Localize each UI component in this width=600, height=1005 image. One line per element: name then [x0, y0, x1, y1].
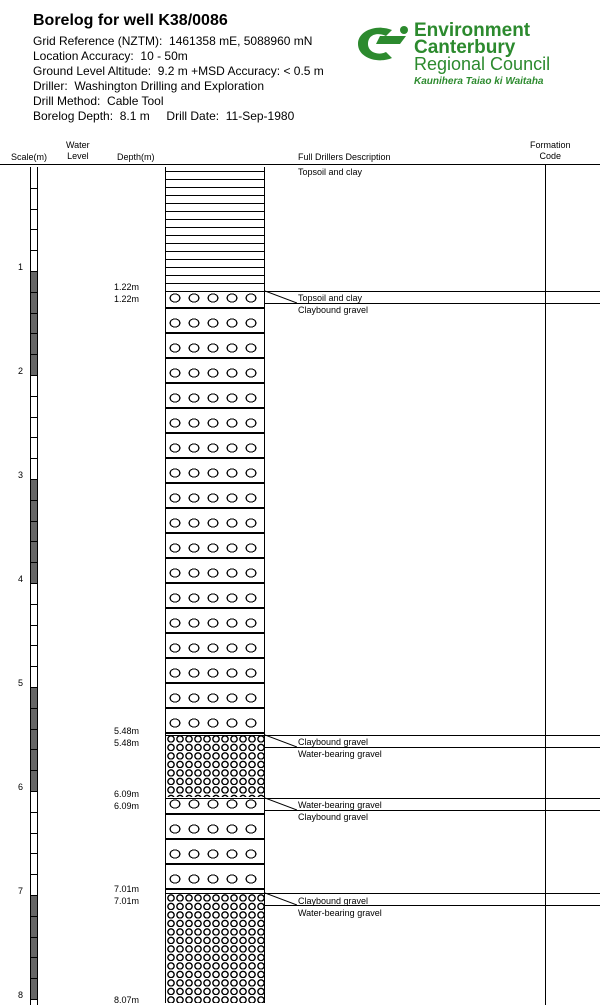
boundary-connector — [265, 797, 297, 813]
column-header-water-level — [66, 140, 90, 162]
scale-tick — [30, 853, 38, 854]
logo-line-regional-council: Regional Council — [414, 54, 551, 74]
depth-label: 8.07m — [114, 995, 140, 1005]
scale-tick — [30, 791, 38, 792]
depth-label: 6.09m — [114, 789, 140, 799]
scale-tick — [30, 957, 38, 958]
scale-label: 2 — [18, 366, 24, 376]
scale-tick — [30, 229, 38, 230]
layer-description: Claybound gravel — [298, 305, 369, 315]
scale-label: 5 — [18, 678, 24, 688]
depth-label: 5.48m — [114, 726, 140, 736]
scale-tick — [30, 292, 38, 293]
layer-description: Claybound gravel — [298, 737, 369, 747]
scale-tick — [30, 895, 38, 896]
scale-tick — [30, 604, 38, 605]
layer-boundary-offset — [265, 747, 600, 748]
lithology-log — [165, 167, 265, 1003]
layer-boundary — [165, 893, 600, 894]
layer-water-bearing-gravel — [166, 893, 264, 1003]
depth-label: 7.01m — [114, 896, 140, 906]
layer-topsoil-clay — [166, 167, 264, 291]
layer-claybound-gravel — [166, 797, 264, 893]
scale-tick — [30, 188, 38, 189]
scale-label: 6 — [18, 782, 24, 792]
scale-label: 3 — [18, 470, 24, 480]
layer-boundary-offset — [265, 303, 600, 304]
scale-tick — [30, 812, 38, 813]
boundary-connector — [265, 892, 297, 908]
scale-label: 8 — [18, 990, 24, 1000]
layer-boundary-offset — [265, 810, 600, 811]
scale-tick — [30, 479, 38, 480]
scale-tick — [30, 333, 38, 334]
logo-line-environment: Environment — [414, 20, 531, 41]
scale-band-7-8 — [31, 895, 37, 999]
layer-boundary — [165, 798, 600, 799]
layer-description: Water-bearing gravel — [298, 800, 382, 810]
header-divider — [0, 164, 600, 165]
depth-label: 5.48m — [114, 738, 140, 748]
environment-canterbury-logo — [350, 20, 565, 92]
scale-tick — [30, 625, 38, 626]
scale-tick — [30, 521, 38, 522]
page-title: Borelog for well K38/0086 — [33, 12, 228, 29]
scale-tick — [30, 833, 38, 834]
scale-tick — [30, 666, 38, 667]
scale-tick — [30, 417, 38, 418]
scale-tick — [30, 541, 38, 542]
scale-tick — [30, 978, 38, 979]
column-header-scale: Scale(m) — [11, 152, 48, 162]
drill-method: Drill Method: Cable Tool — [33, 94, 164, 108]
scale-tick — [30, 313, 38, 314]
grid-reference: Grid Reference (NZTM): 1461358 mE, 5088960 mN — [33, 34, 313, 48]
scale-label: 4 — [18, 574, 24, 584]
depth-label: 6.09m — [114, 801, 140, 811]
layer-boundary — [165, 735, 600, 736]
layer-description: Water-bearing gravel — [298, 908, 382, 918]
scale-tick — [30, 250, 38, 251]
scale-tick — [30, 271, 38, 272]
formation-label: Formation — [530, 140, 571, 150]
scale-tick — [30, 770, 38, 771]
layer-description: Topsoil and clay — [298, 167, 363, 177]
depth-label: 7.01m — [114, 884, 140, 894]
borelog-depth-drill-date: Borelog Depth: 8.1 m Drill Date: 11-Sep-1980 — [33, 109, 295, 123]
water-label: Water — [66, 140, 90, 150]
logo-line-maori-name: Kaunihera Taiao ki Waitaha — [414, 76, 544, 87]
location-accuracy: Location Accuracy: 10 - 50m — [33, 49, 188, 63]
scale-tick — [30, 708, 38, 709]
column-header-description: Full Drillers Description — [298, 152, 391, 162]
scale-tick — [30, 500, 38, 501]
column-header-formation — [530, 140, 571, 162]
scale-tick — [30, 874, 38, 875]
scale-tick — [30, 437, 38, 438]
layer-claybound-gravel — [166, 291, 264, 734]
scale-tick — [30, 937, 38, 938]
layer-boundary — [165, 291, 600, 292]
layer-description: Topsoil and clay — [298, 293, 363, 303]
scale-band-3-4 — [31, 479, 37, 583]
code-label: Code — [539, 151, 562, 161]
depth-label: 1.22m — [114, 282, 140, 292]
scale-tick — [30, 562, 38, 563]
scale-tick — [30, 396, 38, 397]
logo-line-canterbury: Canterbury — [414, 37, 516, 58]
layer-description: Water-bearing gravel — [298, 749, 382, 759]
depth-label: 1.22m — [114, 294, 140, 304]
scale-tick — [30, 749, 38, 750]
scale-tick — [30, 375, 38, 376]
scale-label: 1 — [18, 262, 24, 272]
layer-description: Claybound gravel — [298, 812, 369, 822]
scale-tick — [30, 916, 38, 917]
layer-description: Claybound gravel — [298, 896, 369, 906]
layer-water-bearing-gravel — [166, 734, 264, 797]
driller: Driller: Washington Drilling and Exploration — [33, 79, 264, 93]
scale-label: 7 — [18, 886, 24, 896]
column-header-depth: Depth(m) — [117, 152, 155, 162]
scale-tick — [30, 729, 38, 730]
scale-tick — [30, 999, 38, 1000]
scale-tick — [30, 687, 38, 688]
boundary-connector — [265, 290, 297, 306]
scale-tick — [30, 645, 38, 646]
scale-band-1-2 — [31, 271, 37, 375]
scale-tick — [30, 209, 38, 210]
level-label: Level — [67, 151, 89, 161]
scale-tick — [30, 458, 38, 459]
ground-level-altitude: Ground Level Altitude: 9.2 m +MSD Accuracy: < 0.5 m — [33, 64, 324, 78]
scale-tick — [30, 583, 38, 584]
scale-tick — [30, 354, 38, 355]
boundary-connector — [265, 734, 297, 750]
scale-band-5-6 — [31, 687, 37, 791]
logo-mark-icon — [350, 22, 412, 62]
